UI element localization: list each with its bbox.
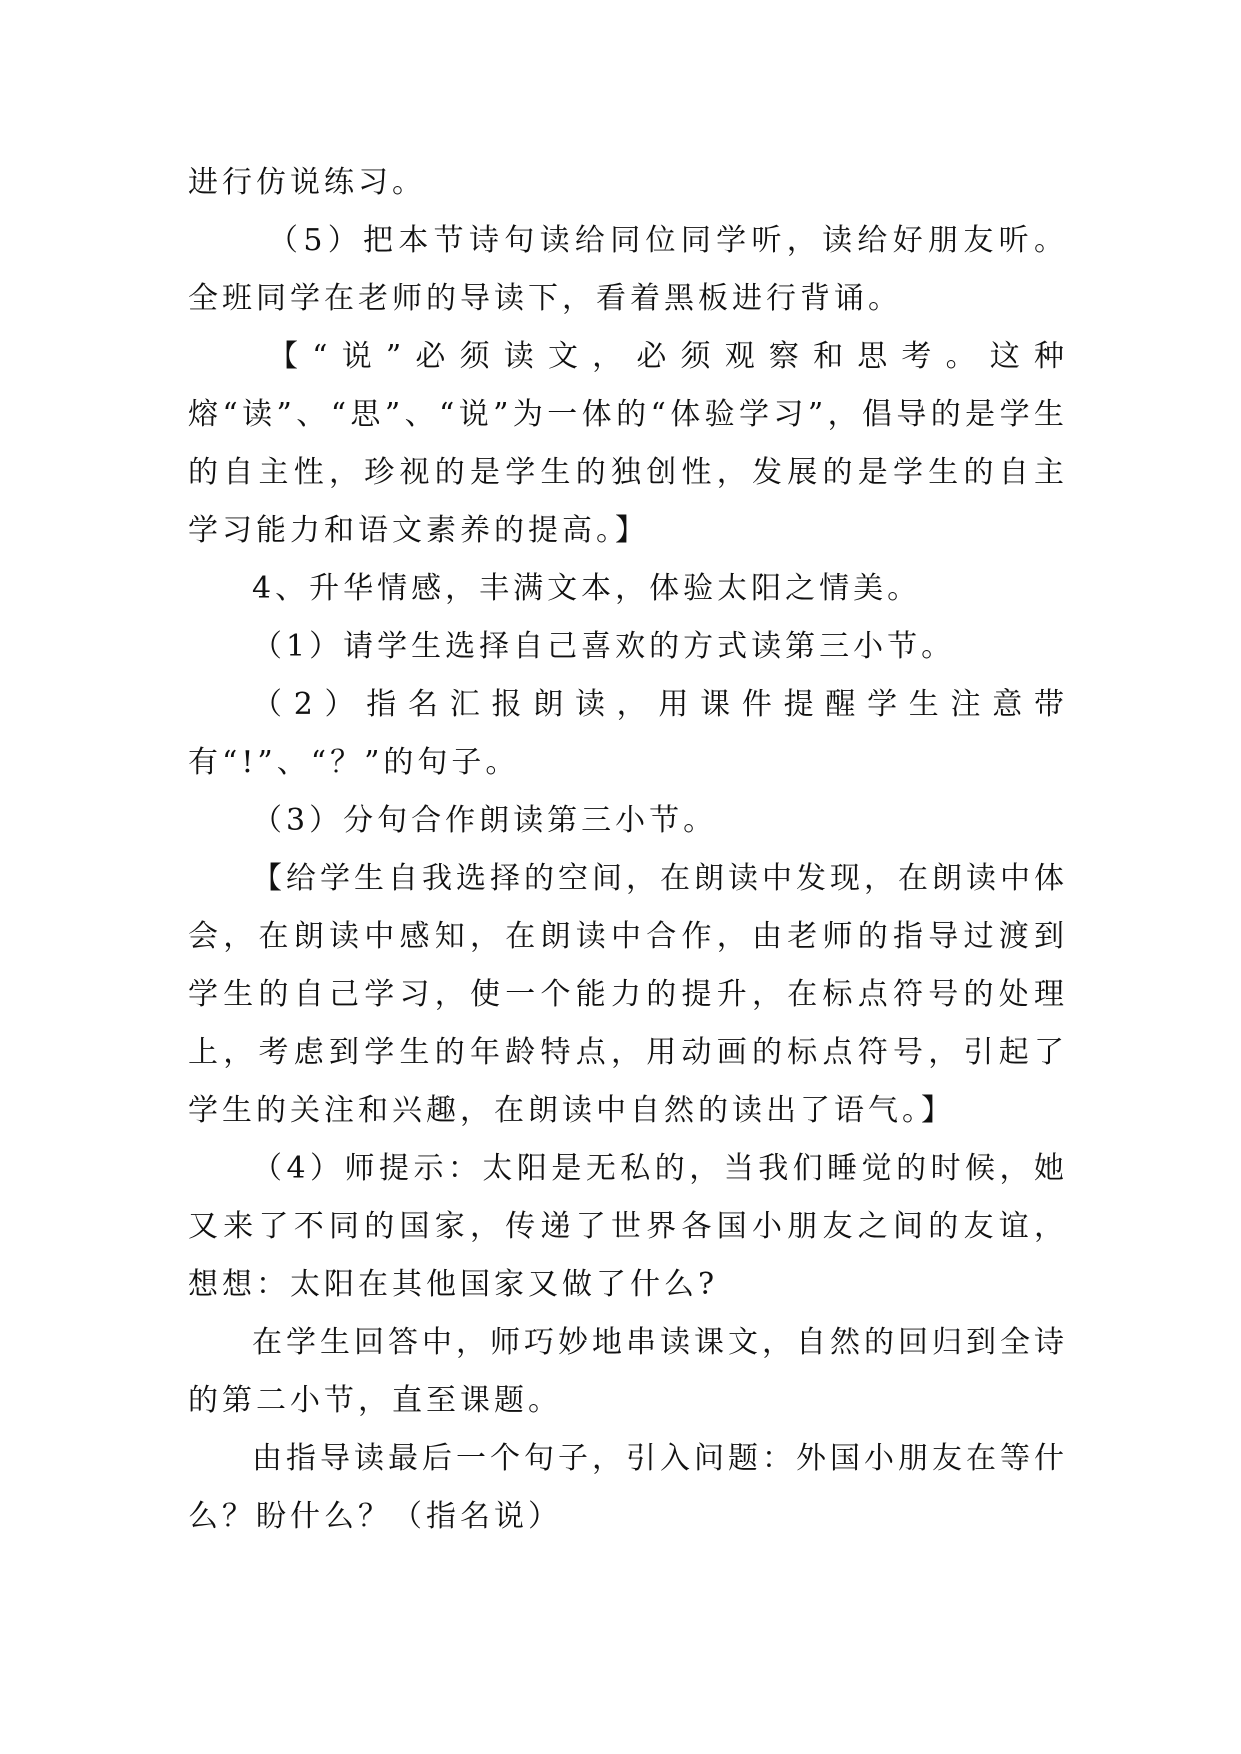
- paragraph-student-answers: 在学生回答中，师巧妙地串读课文，自然的回归到全诗的第二小节，直至课题。: [188, 1325, 1068, 1418]
- paragraph-step-3: （3）分句合作朗读第三小节。: [252, 803, 718, 838]
- paragraph-step-5: （5）把本节诗句读给同位同学听，读给好朋友听。全班同学在老师的导读下，看着黑板进行背诵。: [188, 223, 1068, 316]
- paragraph-section-4-heading: 4、升华情感，丰满文本，体验太阳之情美。: [252, 571, 922, 606]
- paragraph-step-4: （4）师提示：太阳是无私的，当我们睡觉的时候，她又来了不同的国家，传递了世界各国小朋友之间的友谊，想想：太阳在其他国家又做了什么?: [188, 1151, 1068, 1302]
- paragraph-step-1: （1）请学生选择自己喜欢的方式读第三小节。: [252, 629, 956, 664]
- paragraph-step-2: （2）指名汇报朗读，用课件提醒学生注意带有“!”、“？”的句子。: [188, 687, 1068, 780]
- document-page: [188, 154, 1068, 1546]
- paragraph-final-question: 由指导读最后一个句子，引入问题：外国小朋友在等什么？盼什么？（指名说）: [188, 1441, 1068, 1534]
- paragraph-commentary-1: 【“说”必须读文，必须观察和思考。这种熔“读”、“思”、“说”为一体的“体验学习”，倡导的是学生的自主性，珍视的是学生的独创性，发展的是学生的自主学习能力和语文素养的提高。】: [188, 339, 1068, 548]
- paragraph-continuation: 进行仿说练习。: [188, 165, 426, 200]
- paragraph-commentary-2: 【给学生自我选择的空间，在朗读中发现，在朗读中体会，在朗读中感知，在朗读中合作，由老师的指导过渡到学生的自己学习，使一个能力的提升，在标点符号的处理上，考虑到学生的年龄特点，用动画的标点符号，引起了学生的关注和兴趣，在朗读中自然的读出了语气。】: [188, 861, 1068, 1128]
